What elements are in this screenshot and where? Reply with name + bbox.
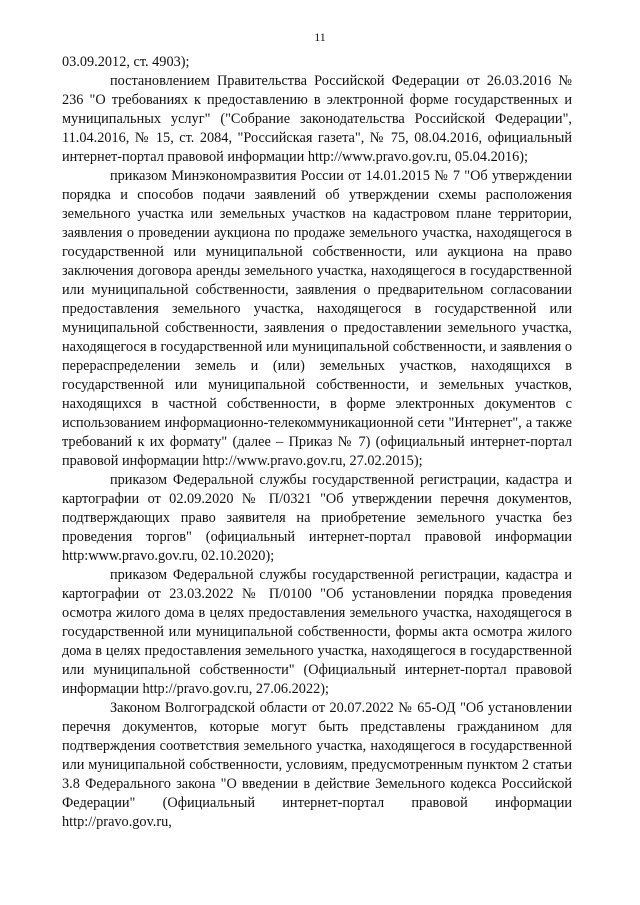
document-body: [62, 53, 572, 832]
paragraph-government-decree: постановлением Правительства Российской Федерации от 26.03.2016 № 236 "О требованиях к предоставлению в электронной форме государственных и муниципальных услуг" ("Собрание законодательства Российской Федерации", 11.04.2016, № 15, ст. 2084, "Российская газета", № 75, 08.04.2016, официальный интернет-портал правовой информации http://www.pravo.gov.ru, 05.04.2016);: [62, 73, 572, 165]
paragraph-order-ministry-economy: приказом Минэкономразвития России от 14.01.2015 № 7 "Об утверждении порядка и способов подачи заявлений об утверждении схемы расположения земельного участка или земельных участков на кадастровом плане территории, заявления о проведении аукциона по продаже земельного участка, находящегося в государственной или муниципальной собственности, или аукциона на право заключения договора аренды земельного участка, находящегося в государственной или муниципальной собственности, заявления о предварительном согласовании предоставления земельного участка, находящегося в государственной или муниципальной собственности, заявления о предоставлении земельного участка, находящегося в государственной или муниципальной собственности, и заявления о перераспределении земель и (или) земельных участков, находящихся в государственной или муниципальной собственности, и земельных участков, находящихся в частной собственности, в форме электронных документов с использованием информационно-телекоммуникационной сети "Интернет", а также требований к их формату" (далее – Приказ № 7) (официальный интернет-портал правовой информации http://www.pravo.gov.ru, 27.02.2015);: [62, 168, 572, 469]
paragraph-continuation: 03.09.2012, ст. 4903);: [62, 54, 190, 70]
paragraph-volgograd-law: Законом Волгоградской области от 20.07.2022 № 65-ОД "Об установлении перечня документов, которые могут быть представлены гражданином для подтверждения соответствия земельного участка, находящегося в государственной или муниципальной собственности, условиям, предусмотренным пунктом 2 статьи 3.8 Федерального закона "О введении в действие Земельного кодекса Российской Федерации" (Официальный интернет-портал правовой информации http://pravo.gov.ru,: [62, 700, 572, 830]
page-number: 11: [314, 30, 326, 44]
paragraph-order-rosreestr-0321: приказом Федеральной службы государственной регистрации, кадастра и картографии от 02.09.2020 № П/0321 "Об утверждении перечня документов, подтверждающих право заявителя на приобретение земельного участка без проведения торгов" (официальный интернет-портал правовой информации http:www.pravo.gov.ru, 02.10.2020);: [62, 472, 572, 564]
paragraph-order-rosreestr-0100: приказом Федеральной службы государственной регистрации, кадастра и картографии от 23.03.2022 № П/0100 "Об установлении порядка проведения осмотра жилого дома в целях предоставления земельного участка, находящегося в государственной или муниципальной собственности, формы акта осмотра жилого дома в целях предоставления земельного участка, находящегося в государственной или муниципальной собственности" (Официальный интернет-портал правовой информации http://pravo.gov.ru, 27.06.2022);: [62, 567, 572, 697]
